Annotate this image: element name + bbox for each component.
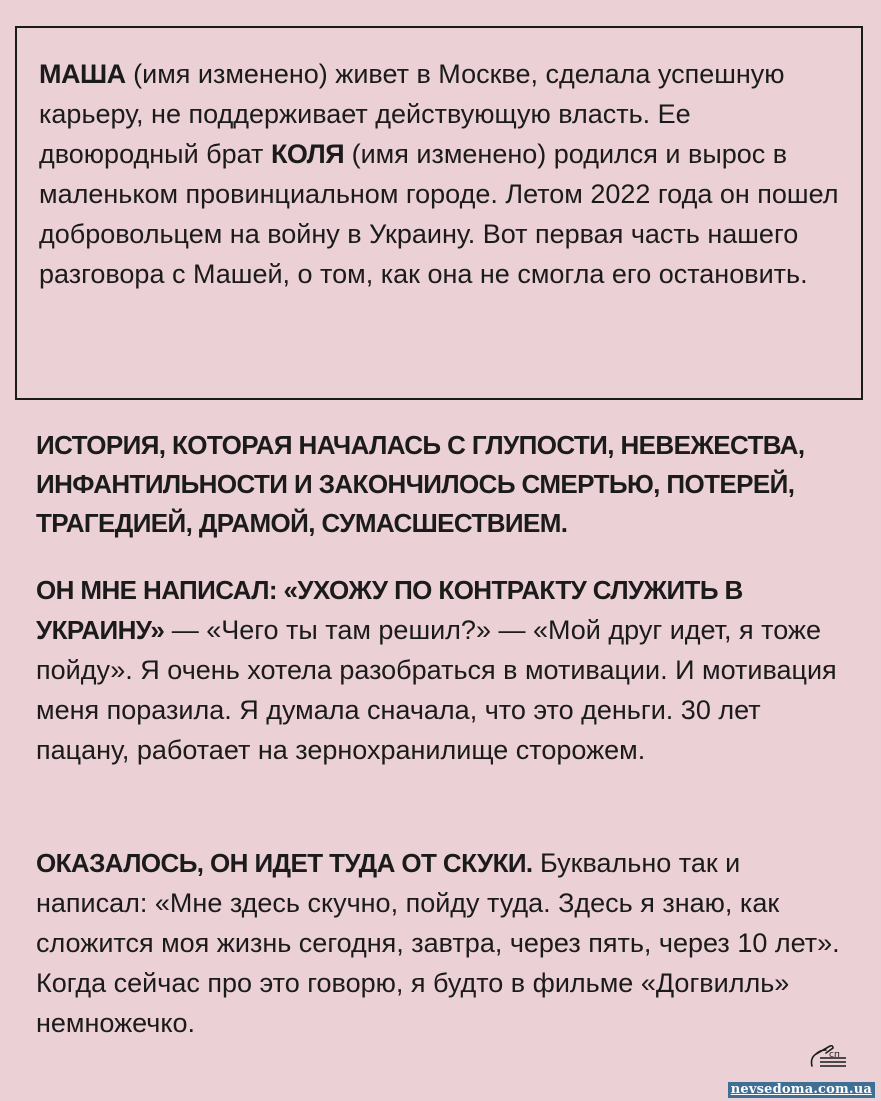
watermark[interactable]: nevsedoma.com.ua [728,1082,875,1098]
hand-sp-logo-icon [806,1036,850,1070]
intro-name-masha: МАША [39,59,126,89]
paragraph-2 [36,843,856,1043]
headline: ИСТОРИЯ, КОТОРАЯ НАЧАЛАСЬ С ГЛУПОСТИ, НЕВЕЖЕСТВА, ИНФАНТИЛЬНОСТИ И ЗАКОНЧИЛОСЬ СМЕРТЬЮ, ПОТЕРЕЙ, ТРАГЕДИЕЙ, ДРАМОЙ, СУМАСШЕСТВИЕМ. [36,430,805,538]
paragraph-2-body: Буквально так и написал: «Мне здесь скучно, пойду туда. Здесь я знаю, как сложится моя жизнь сегодня, завтра, через пять, через 10 лет». Когда сейчас про это говорю, я будто в фильме «Догвилль» немножечко. [36,848,840,1038]
intro-box [15,26,863,400]
paragraph-2-lead: ОКАЗАЛОСЬ, ОН ИДЕТ ТУДА ОТ СКУКИ. [36,848,533,878]
intro-text-part1: (имя изменено) живет в Москве, сделала успешную карьеру, не поддерживает действующую власть. Ее двоюродный брат [39,59,785,169]
paragraph-1-body: — «Чего ты там решил?» — «Мой друг идет, я тоже пойду». Я очень хотела разобраться в мотивации. И мотивация меня поразила. Я думала сначала, что это деньги. 30 лет пацану, работает на зернохранилище сторожем. [36,615,837,765]
intro-text [39,54,841,294]
logo-text: сп [829,1050,840,1060]
intro-text-part2: (имя изменено) родился и вырос в маленьком провинциальном городе. Летом 2022 года он пошел добровольцем на войну в Украину. Вот первая часть нашего разговора с Машей, о том, как она не смогла его остановить. [39,139,839,289]
paragraph-1 [36,570,856,770]
paragraph-1-lead: ОН МНЕ НАПИСАЛ: «УХОЖУ ПО КОНТРАКТУ СЛУЖИТЬ В УКРАИНУ» [36,575,743,645]
intro-name-kolya: КОЛЯ [270,139,345,169]
